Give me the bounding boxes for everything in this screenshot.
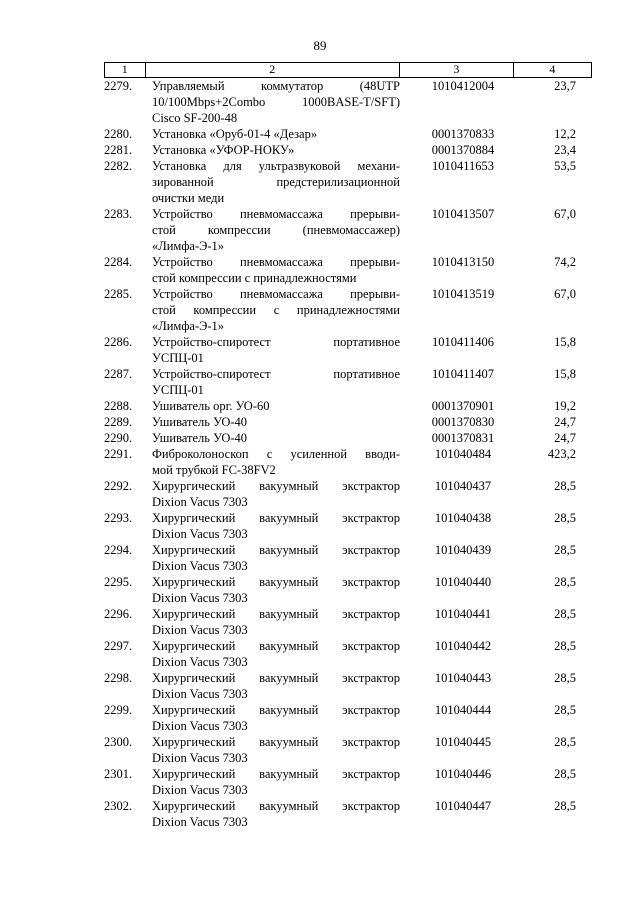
item-value: 28,5 xyxy=(554,767,576,781)
inventory-code: 101040445 xyxy=(434,735,492,749)
table-row xyxy=(104,574,592,606)
item-name xyxy=(148,78,400,126)
item-name xyxy=(148,398,400,414)
item-name-line: Dixion Vacus 7303 xyxy=(152,687,248,701)
item-value: 28,5 xyxy=(554,575,576,589)
item-name xyxy=(148,734,400,766)
item-value: 28,5 xyxy=(554,639,576,653)
row-number: 2294. xyxy=(104,543,133,557)
inventory-code: 0001370831 xyxy=(431,431,495,445)
table-row xyxy=(104,670,592,702)
item-name-line: Dixion Vacus 7303 xyxy=(152,527,248,541)
table-row xyxy=(104,158,592,206)
table-row xyxy=(104,398,592,414)
table-row xyxy=(104,430,592,446)
item-name-line: УСПЦ-01 xyxy=(152,383,204,397)
item-name-line: Установка «Оруб-01-4 «Дезар» xyxy=(152,127,318,141)
item-name-line: УСПЦ-01 xyxy=(152,351,204,365)
column-header-2: 2 xyxy=(145,63,399,77)
inventory-code: 101040444 xyxy=(434,703,492,717)
item-name-line: стой компрессии с принадлежностями xyxy=(152,271,357,285)
table-row xyxy=(104,734,592,766)
item-value: 67,0 xyxy=(554,207,576,221)
item-name xyxy=(148,446,400,478)
inventory-code: 1010413507 xyxy=(431,207,495,221)
item-name xyxy=(148,478,400,510)
row-number: 2289. xyxy=(104,415,133,429)
item-name-line: Установка «УФОР-НОКУ» xyxy=(152,143,295,157)
item-name-line: Хирургический вакуумный экстрактор xyxy=(152,543,400,557)
item-value: 19,2 xyxy=(554,399,576,413)
table-row xyxy=(104,702,592,734)
row-number: 2281. xyxy=(104,143,133,157)
table-row xyxy=(104,254,592,286)
item-name-line: 10/100Mbps+2Combo 1000BASE-T/SFT) xyxy=(152,95,400,109)
table-row xyxy=(104,766,592,798)
item-name-line: Dixion Vacus 7303 xyxy=(152,719,248,733)
row-number: 2280. xyxy=(104,127,133,141)
inventory-code: 101040484 xyxy=(434,447,492,461)
table-row xyxy=(104,446,592,478)
inventory-code: 101040438 xyxy=(434,511,492,525)
item-value: 23,7 xyxy=(554,79,576,93)
row-number: 2293. xyxy=(104,511,133,525)
item-name-line: «Лимфа-Э-1» xyxy=(152,319,225,333)
table-row xyxy=(104,206,592,254)
item-value: 15,8 xyxy=(554,335,576,349)
item-value: 53,5 xyxy=(554,159,576,173)
item-value: 28,5 xyxy=(554,671,576,685)
inventory-code: 0001370833 xyxy=(431,127,495,141)
item-name-line: Хирургический вакуумный экстрактор xyxy=(152,575,400,589)
row-number: 2291. xyxy=(104,447,133,461)
item-name-line: Ушиватель УО-40 xyxy=(152,431,248,445)
item-name-line: Хирургический вакуумный экстрактор xyxy=(152,799,400,813)
item-name xyxy=(148,254,400,286)
row-number: 2290. xyxy=(104,431,133,445)
item-value: 24,7 xyxy=(554,415,576,429)
item-name-line: Установка для ультразвуковой механи- xyxy=(152,159,400,173)
table-row xyxy=(104,542,592,574)
table-header xyxy=(104,62,592,78)
item-name xyxy=(148,542,400,574)
item-name-line: «Лимфа-Э-1» xyxy=(152,239,225,253)
item-value: 28,5 xyxy=(554,735,576,749)
item-name-line: Устройство пневмомассажа прерыви- xyxy=(152,287,400,301)
item-name-line: Устройство пневмомассажа прерыви- xyxy=(152,207,400,221)
inventory-code: 1010411407 xyxy=(431,367,495,381)
row-number: 2297. xyxy=(104,639,133,653)
inventory-code: 0001370884 xyxy=(431,143,495,157)
inventory-code: 1010411653 xyxy=(431,159,495,173)
row-number: 2284. xyxy=(104,255,133,269)
item-name xyxy=(148,142,400,158)
inventory-code: 1010413519 xyxy=(431,287,495,301)
item-name-line: Dixion Vacus 7303 xyxy=(152,623,248,637)
item-value: 28,5 xyxy=(554,479,576,493)
item-name-line: Dixion Vacus 7303 xyxy=(152,751,248,765)
inventory-code: 101040447 xyxy=(434,799,492,813)
row-number: 2286. xyxy=(104,335,133,349)
row-number: 2298. xyxy=(104,671,133,685)
item-name-line: Хирургический вакуумный экстрактор xyxy=(152,479,400,493)
inventory-code: 1010412004 xyxy=(431,79,495,93)
inventory-code: 0001370901 xyxy=(431,399,495,413)
item-value: 24,7 xyxy=(554,431,576,445)
inventory-code: 0001370830 xyxy=(431,415,495,429)
item-name-line: очистки меди xyxy=(152,191,225,205)
item-name-line: Хирургический вакуумный экстрактор xyxy=(152,671,400,685)
inventory-code: 101040437 xyxy=(434,479,492,493)
item-name-line: Ушиватель орг. УО-60 xyxy=(152,399,270,413)
page-number: 89 xyxy=(313,38,327,53)
row-number: 2287. xyxy=(104,367,133,381)
inventory-code: 1010413150 xyxy=(431,255,495,269)
item-value: 23,4 xyxy=(554,143,576,157)
item-name xyxy=(148,414,400,430)
item-name-line: Хирургический вакуумный экстрактор xyxy=(152,511,400,525)
column-header-3: 3 xyxy=(399,63,513,77)
table-row xyxy=(104,414,592,430)
item-name-line: Dixion Vacus 7303 xyxy=(152,815,248,829)
column-header-1: 1 xyxy=(104,63,145,77)
item-name-line: Устройство-спиротест портативное xyxy=(152,335,400,349)
item-name-line: Ушиватель УО-40 xyxy=(152,415,248,429)
table-row xyxy=(104,638,592,670)
item-name xyxy=(148,366,400,398)
item-name-line: Dixion Vacus 7303 xyxy=(152,559,248,573)
table-row xyxy=(104,286,592,334)
item-name-line: Dixion Vacus 7303 xyxy=(152,783,248,797)
item-value: 74,2 xyxy=(554,255,576,269)
item-name-line: зированной предстерилизационной xyxy=(152,175,400,189)
inventory-code: 101040439 xyxy=(434,543,492,557)
table-body xyxy=(104,78,592,830)
item-name-line: Управляемый коммутатор (48UTP xyxy=(152,79,400,93)
row-number: 2296. xyxy=(104,607,133,621)
item-name-line: стой компрессии с принадлежностями xyxy=(152,303,400,317)
row-number: 2283. xyxy=(104,207,133,221)
item-name-line: Фиброколоноскоп с усиленной вводи- xyxy=(152,447,400,461)
item-name-line: Dixion Vacus 7303 xyxy=(152,495,248,509)
item-value: 28,5 xyxy=(554,511,576,525)
inventory-code: 101040446 xyxy=(434,767,492,781)
item-name xyxy=(148,606,400,638)
row-number: 2288. xyxy=(104,399,133,413)
item-name xyxy=(148,286,400,334)
table-row xyxy=(104,78,592,126)
item-name xyxy=(148,510,400,542)
row-number: 2292. xyxy=(104,479,133,493)
item-name xyxy=(148,798,400,830)
item-name-line: Хирургический вакуумный экстрактор xyxy=(152,735,400,749)
item-name xyxy=(148,126,400,142)
item-name-line: Dixion Vacus 7303 xyxy=(152,655,248,669)
item-name-line: Хирургический вакуумный экстрактор xyxy=(152,703,400,717)
item-name xyxy=(148,638,400,670)
item-name-line: Устройство-спиротест портативное xyxy=(152,367,400,381)
row-number: 2282. xyxy=(104,159,133,173)
row-number: 2300. xyxy=(104,735,133,749)
item-value: 28,5 xyxy=(554,607,576,621)
column-header-4: 4 xyxy=(513,63,592,77)
item-value: 28,5 xyxy=(554,799,576,813)
table-row xyxy=(104,798,592,830)
item-name xyxy=(148,334,400,366)
row-number: 2302. xyxy=(104,799,133,813)
item-name-line: Dixion Vacus 7303 xyxy=(152,591,248,605)
table-row xyxy=(104,606,592,638)
item-name xyxy=(148,702,400,734)
table-row xyxy=(104,510,592,542)
table-row xyxy=(104,126,592,142)
item-value: 28,5 xyxy=(554,543,576,557)
item-name-line: Хирургический вакуумный экстрактор xyxy=(152,767,400,781)
inventory-code: 101040442 xyxy=(434,639,492,653)
item-name-line: стой компрессии (пневмомассажер) xyxy=(152,223,400,237)
table-row xyxy=(104,142,592,158)
item-value: 28,5 xyxy=(554,703,576,717)
equipment-table xyxy=(104,62,592,830)
item-name xyxy=(148,766,400,798)
row-number: 2285. xyxy=(104,287,133,301)
item-name-line: Cisco SF-200-48 xyxy=(152,111,238,125)
table-row xyxy=(104,478,592,510)
row-number: 2301. xyxy=(104,767,133,781)
item-name-line: Хирургический вакуумный экстрактор xyxy=(152,607,400,621)
item-value: 423,2 xyxy=(547,447,576,461)
item-value: 67,0 xyxy=(554,287,576,301)
item-name-line: Устройство пневмомассажа прерыви- xyxy=(152,255,400,269)
row-number: 2279. xyxy=(104,79,133,93)
item-value: 12,2 xyxy=(554,127,576,141)
item-name-line: мой трубкой FC-38FV2 xyxy=(152,463,276,477)
item-name xyxy=(148,158,400,206)
table-row xyxy=(104,334,592,366)
item-name-line: Хирургический вакуумный экстрактор xyxy=(152,639,400,653)
item-name xyxy=(148,574,400,606)
item-value: 15,8 xyxy=(554,367,576,381)
inventory-code: 1010411406 xyxy=(431,335,495,349)
inventory-code: 101040441 xyxy=(434,607,492,621)
item-name xyxy=(148,206,400,254)
inventory-code: 101040440 xyxy=(434,575,492,589)
inventory-code: 101040443 xyxy=(434,671,492,685)
row-number: 2295. xyxy=(104,575,133,589)
row-number: 2299. xyxy=(104,703,133,717)
item-name xyxy=(148,670,400,702)
item-name xyxy=(148,430,400,446)
table-row xyxy=(104,366,592,398)
